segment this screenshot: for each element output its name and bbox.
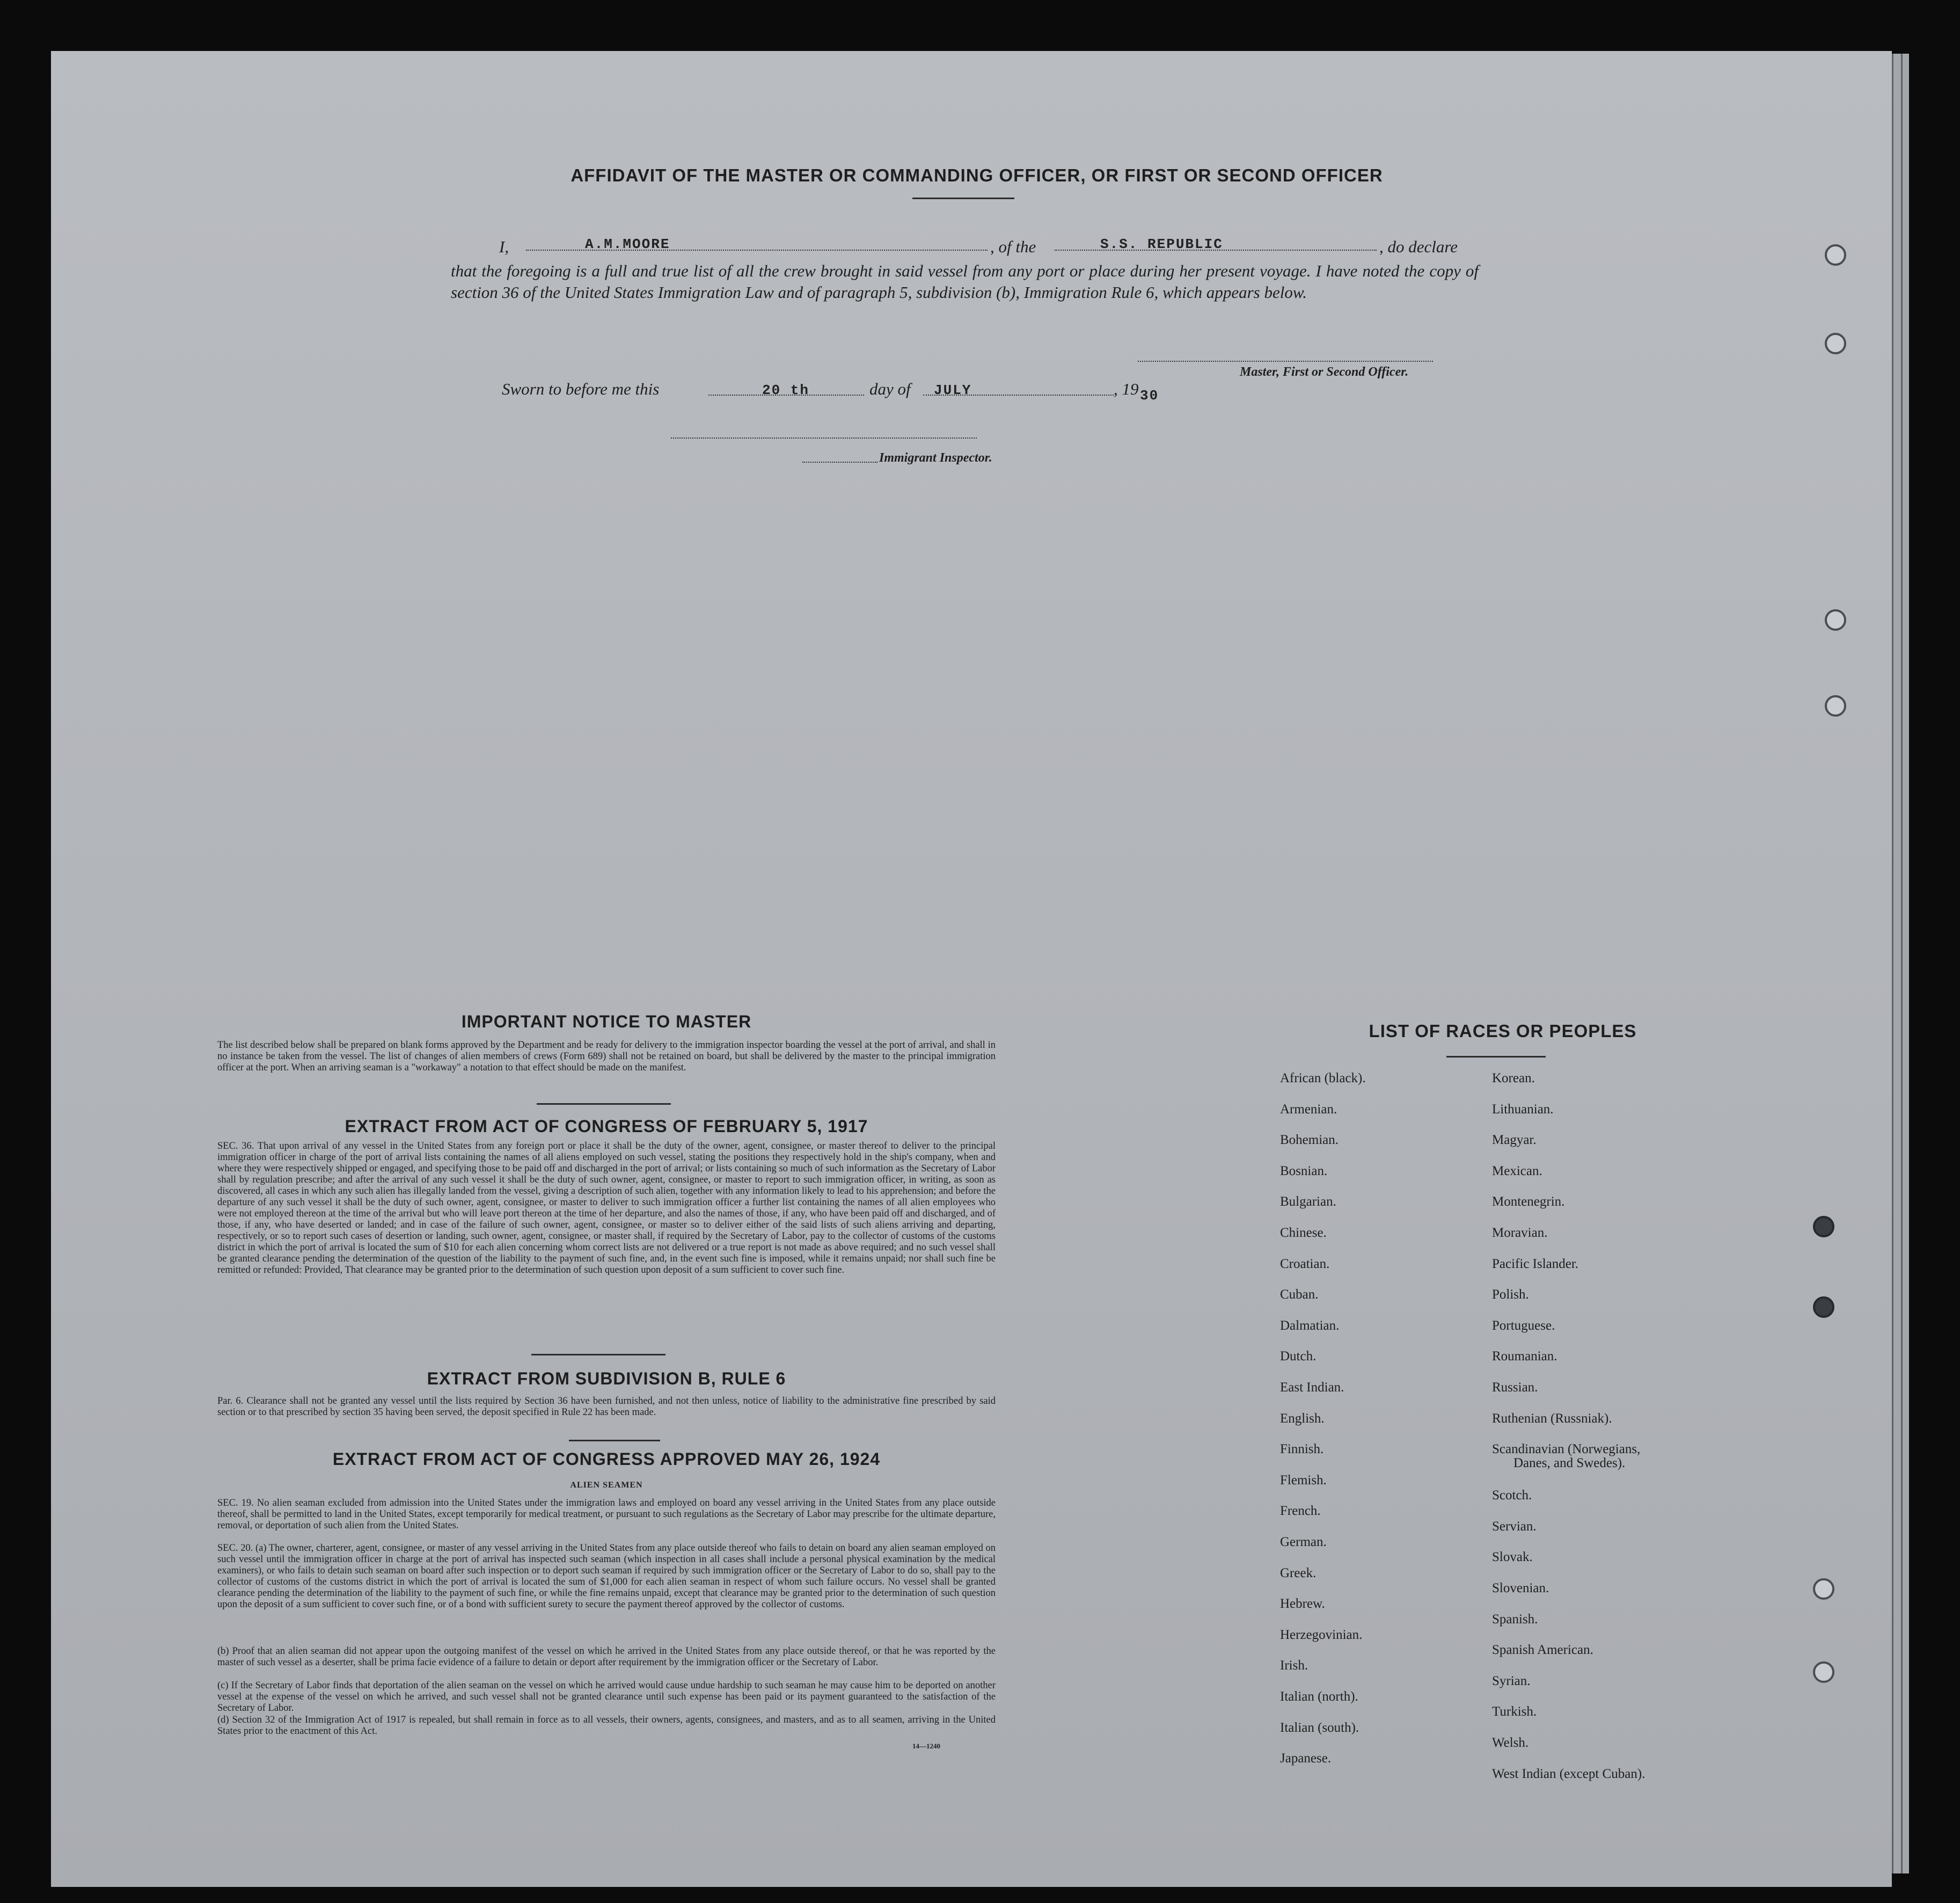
race-item: Magyar.	[1492, 1133, 1537, 1148]
divider	[1446, 1056, 1546, 1058]
vessel-name: S.S. REPUBLIC	[1100, 236, 1223, 252]
divider	[912, 198, 1014, 199]
divider	[569, 1440, 660, 1441]
race-item: French.	[1280, 1504, 1321, 1519]
declaration-text: that the foregoing is a full and true list of all the crew brought in said vessel from any port or place during her present voyage. I have noted the copy of section 36 of the United States Immigration Law and of paragraph 5, subdivision (b), Immigration Rule 6, which appears below.	[451, 261, 1479, 302]
manifest-page	[51, 51, 1892, 1887]
punch-hole-icon	[1825, 244, 1846, 266]
sworn-year: 30	[1140, 388, 1159, 404]
race-item: Italian (south).	[1280, 1720, 1359, 1735]
officer-name: A.M.MOORE	[585, 236, 670, 252]
race-item: Hebrew.	[1280, 1596, 1325, 1612]
year-prefix: , 19	[1114, 380, 1139, 398]
punch-hole-icon	[1813, 1578, 1834, 1600]
inspector-label: Immigrant Inspector.	[879, 451, 992, 465]
extract-1917-title: EXTRACT FROM ACT OF CONGRESS OF FEBRUARY 5, 1917	[345, 1117, 868, 1136]
inspector-line	[802, 462, 877, 463]
race-item: Syrian.	[1492, 1673, 1531, 1688]
page-edge	[1892, 54, 1901, 1873]
race-item: African (black).	[1280, 1071, 1366, 1085]
sec20b-text: (b) Proof that an alien seaman did not appear upon the outgoing manifest of the vessel on which he arrived in the United States from any place outside thereof, or that he was reported by the master of such vessel as a deserter, shall be prima facie evidence of a failure to detain or deport after requirement by the immigration officer or the Secretary of Labor.	[217, 1646, 996, 1668]
page-edge	[1901, 54, 1909, 1873]
race-item: Spanish American.	[1492, 1643, 1593, 1658]
race-item: English.	[1280, 1411, 1325, 1426]
race-item: Turkish.	[1492, 1704, 1537, 1719]
punch-hole-icon	[1825, 609, 1846, 631]
inspector-signature-line	[671, 438, 977, 439]
race-item: Montenegrin.	[1492, 1194, 1565, 1209]
race-item: Lithuanian.	[1492, 1102, 1554, 1117]
sec20a-text: SEC. 20. (a) The owner, charterer, agent, consignee, or master of any vessel arriving in the United States from any place outside thereof who fails to detain on board any alien seaman employed on such vessel until the immigration officer in charge at the port of arrival has inspected such seaman (which inspection in all cases shall include a personal physical examination by the medical examiners), or who fails to detain such seaman on board after such inspection or to deport such seaman if required by such immigration officer or the Secretary of Labor to do so, shall pay to the collector of customs of the customs district in which the port of arrival is located the sum of $1,000 for each alien seaman in respect of whom such failure occurs. No vessel shall be granted clearance pending the determination of the liability to the payment of such fine, or while the fine remains unpaid, except that clearance may be granted prior to the determination of such question upon the deposit of a sum sufficient to cover such fine, or of a bond with sufficient surety to secure the payment thereof approved by the collector of customs.	[217, 1543, 996, 1610]
sworn-day: 20 th	[762, 382, 810, 398]
sec19-text: SEC. 19. No alien seaman excluded from admission into the United States under the immigration laws and employed on board any vessel arriving in the United States from any place outside thereof, shall be permitted to land in the United States, except temporarily for medical treatment, or pursuant to such regulations as the Secretary of Labor may prescribe for the ultimate departure, removal, or deportation of such alien from the United States.	[217, 1498, 996, 1531]
race-item: Flemish.	[1280, 1472, 1327, 1488]
race-item: Mexican.	[1492, 1163, 1542, 1178]
race-item: Slovenian.	[1492, 1581, 1549, 1595]
notice-title: IMPORTANT NOTICE TO MASTER	[461, 1012, 752, 1031]
race-item: Japanese.	[1280, 1751, 1332, 1766]
race-item: Scandinavian (Norwegians,	[1492, 1442, 1641, 1457]
race-item: Slovak.	[1492, 1550, 1533, 1565]
race-item: Danes, and Swedes).	[1513, 1456, 1626, 1471]
race-item: Herzegovinian.	[1280, 1627, 1363, 1642]
sworn-month: JULY	[934, 382, 972, 398]
divider	[537, 1103, 671, 1105]
race-item: Polish.	[1492, 1287, 1529, 1302]
race-item: Irish.	[1280, 1658, 1308, 1673]
punch-hole-icon	[1813, 1296, 1834, 1318]
race-item: German.	[1280, 1535, 1327, 1549]
race-item: Greek.	[1280, 1565, 1317, 1580]
sec20d-text: (d) Section 32 of the Immigration Act of 1917 is repealed, but shall remain in force as to all vessels, their owners, agents, consignees, and masters, and as to all seamen, arriving in the United States prior to the enactment of this Act.	[217, 1715, 996, 1737]
extract-1924-title: EXTRACT FROM ACT OF CONGRESS APPROVED MAY 26, 1924	[332, 1449, 881, 1469]
race-item: Spanish.	[1492, 1612, 1538, 1627]
races-title: LIST OF RACES OR PEOPLES	[1369, 1021, 1637, 1041]
race-item: Dalmatian.	[1280, 1318, 1340, 1333]
extract-rule6-title: EXTRACT FROM SUBDIVISION B, RULE 6	[427, 1369, 786, 1388]
race-item: Welsh.	[1492, 1736, 1529, 1750]
sworn-label: Sworn to before me this	[502, 380, 660, 398]
affidavit-title: AFFIDAVIT OF THE MASTER OR COMMANDING OFFICER, OR FIRST OR SECOND OFFICER	[571, 165, 1383, 185]
of-the-label: , of the	[990, 237, 1036, 256]
sec20c-text: (c) If the Secretary of Labor finds that deportation of the alien seaman on the vessel on which he arrived would cause undue hardship to such seaman he may cause him to be deported on another vessel at the expense of the vessel on which he arrived, and such vessel shall not be granted clearance until such expense has been paid or its payment guaranteed to the satisfaction of the Secretary of Labor.	[217, 1680, 996, 1714]
notice-text: The list described below shall be prepared on blank forms approved by the Department and be ready for delivery to the immigration inspector boarding the vessel at the port of arrival, and shall in no instance be taken from the vessel. The list of changes of alien members of crews (Form 689) shall not be retained on board, but shall be delivered by the master to the principal immigration officer at the port. When an arriving seaman is a "workaway" a notation to that effect should be made on the manifest.	[217, 1040, 996, 1073]
declaration-prefix: I,	[499, 237, 509, 256]
punch-hole-icon	[1813, 1216, 1834, 1237]
divider	[531, 1354, 665, 1355]
do-declare-label: , do declare	[1379, 237, 1458, 256]
race-item: Bulgarian.	[1280, 1194, 1336, 1209]
day-of-label: day of	[869, 380, 911, 398]
punch-hole-icon	[1825, 695, 1846, 717]
race-item: Bosnian.	[1280, 1163, 1328, 1178]
race-item: Russian.	[1492, 1380, 1538, 1395]
race-item: Roumanian.	[1492, 1349, 1557, 1364]
punch-hole-icon	[1825, 333, 1846, 354]
extract-1924-subtitle: ALIEN SEAMEN	[570, 1481, 643, 1490]
race-item: Bohemian.	[1280, 1133, 1339, 1148]
race-item: Korean.	[1492, 1071, 1535, 1085]
race-item: Armenian.	[1280, 1102, 1337, 1117]
form-number: 14—1240	[912, 1742, 940, 1750]
race-item: Servian.	[1492, 1519, 1537, 1534]
extract-rule6-text: Par. 6. Clearance shall not be granted any vessel until the lists required by Section 36 have been furnished, and not then unless, notice of liability to the administrative fine prescribed by said section or to that prescribed by section 35 having been served, the deposit specified in Rule 22 has been made.	[217, 1396, 996, 1418]
race-item: Italian (north).	[1280, 1689, 1358, 1704]
signature-label: Master, First or Second Officer.	[1240, 365, 1409, 379]
race-item: Pacific Islander.	[1492, 1256, 1579, 1271]
race-item: Moravian.	[1492, 1226, 1548, 1240]
race-item: West Indian (except Cuban).	[1492, 1766, 1645, 1781]
race-item: East Indian.	[1280, 1380, 1344, 1395]
signature-line	[1138, 361, 1433, 362]
race-item: Finnish.	[1280, 1442, 1324, 1457]
race-item: Portuguese.	[1492, 1318, 1555, 1333]
race-item: Chinese.	[1280, 1226, 1327, 1240]
race-item: Scotch.	[1492, 1488, 1532, 1503]
race-item: Croatian.	[1280, 1256, 1330, 1271]
race-item: Cuban.	[1280, 1287, 1319, 1302]
race-item: Ruthenian (Russniak).	[1492, 1411, 1612, 1426]
race-item: Dutch.	[1280, 1349, 1317, 1364]
extract-1917-text: SEC. 36. That upon arrival of any vessel in the United States from any foreign port or place it shall be the duty of the owner, agent, consignee, or master thereof to deliver to the principal immigration officer in charge of the port of arrival lists containing the names of all aliens employed on such vessel, stating the positions they respectively hold in the ship's company, when and where they were respectively shipped or engaged, and specifying those to be paid off and discharged in the port of arrival; or lists containing so much of such information as the Secretary of Labor shall by regulation prescribe; and after the arrival of any such vessel it shall be the duty of such owner, agent, consignee, or master to report to such immigration officer, in writing, as soon as discovered, all cases in which any such alien has illegally landed from the vessel, giving a description of such alien, together with any information likely to lead to his apprehension; and before the departure of any such vessel it shall be the duty of such owner, agent, consignee, or master to deliver to such immigration officer a further list containing the names of all alien employees who were not employed thereon at the time of the arrival but who will leave port thereon at the time of her departure, and also the names of those, if any, who have been paid off and discharged, and of those, if any, who have deserted or landed; and in case of the failure of such owner, agent, consignee, or master so to deliver either of the said lists of such aliens arriving and departing, respectively, or so to report such cases of desertion or landing, such owner, agent, consignee, or master shall, if required by the Secretary of Labor, pay to the collector of customs of the customs district in which the port of arrival is located the sum of $10 for each alien concerning whom correct lists are not delivered or a true report is not made as above required; and no such vessel shall be granted clearance pending the determination of the question of the liability to the payment of such fine, and, in the event such fine is imposed, while it remains unpaid; nor shall such fine be remitted or refunded: Provided, That clearance may be granted prior to the determination of such question upon deposit of a sum sufficient to cover such fine.	[217, 1141, 996, 1275]
punch-hole-icon	[1813, 1661, 1834, 1683]
